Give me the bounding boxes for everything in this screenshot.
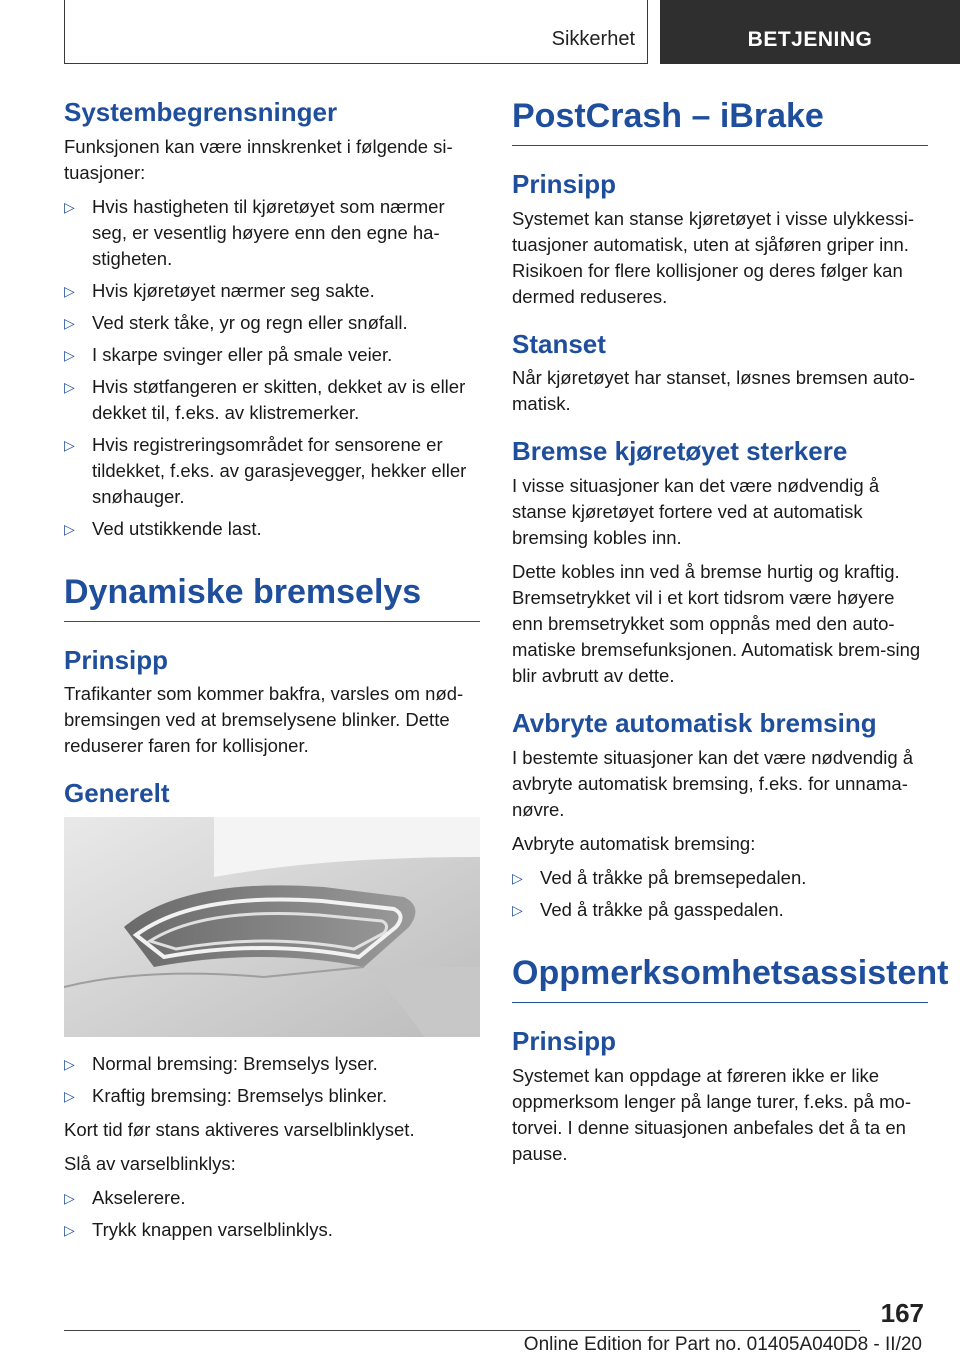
left-column <box>64 96 480 1251</box>
paragraph-avbryte-2: Avbryte automatisk bremsing: <box>512 832 756 854</box>
bullet-triangle-icon: ▷ <box>512 901 523 918</box>
heading-systembegrensninger: Systembegrensninger <box>64 97 338 127</box>
heading-oppmerksomhetsassistent: Oppmerksomhetsassistent <box>512 953 928 1003</box>
list-item: ▷ I skarpe svinger eller på smale veier. <box>64 342 480 368</box>
bullet-triangle-icon: ▷ <box>64 198 75 215</box>
list-item: ▷ Ved utstikkende last. <box>64 516 480 542</box>
heading-prinsipp: Prinsipp <box>512 168 617 199</box>
paragraph-sla-av: Slå av varselblinklys: <box>64 1153 236 1175</box>
paragraph-avbryte-1: I bestemte situasjoner kan det være nødvendig å avbryte automatisk bremsing, f.eks. for unnama-nøvre. <box>512 746 914 820</box>
list-generelt <box>64 1051 480 1109</box>
paragraph-oppmerksomhet: Systemet kan oppdage at føreren ikke er like oppmerksom lenger på lange turer, f.eks. på mo-torvei. I denne situasjonen anbefales det å ta en pause. <box>512 1064 911 1164</box>
paragraph-varselblinklys: Kort tid før stans aktiveres varselblinklyset. <box>64 1119 415 1141</box>
heading-bremse-sterkere: Bremse kjøretøyet sterkere <box>512 436 848 467</box>
list-item: ▷ Hvis støtfangeren er skitten, dekket av is eller dekket til, f.eks. av klistremerker. <box>64 375 466 423</box>
header-chapter-tab: BETJENING <box>660 0 960 64</box>
bullet-triangle-icon: ▷ <box>64 378 75 395</box>
heading-generelt: Generelt <box>64 778 170 809</box>
list-item: ▷ Ved sterk tåke, yr og regn eller snøfall. <box>64 310 480 336</box>
brake-light-illustration <box>64 817 480 1037</box>
bullet-triangle-icon: ▷ <box>512 869 523 886</box>
bullet-triangle-icon: ▷ <box>64 436 75 453</box>
list-sla-av <box>64 1185 480 1243</box>
list-item: ▷ Hvis kjøretøyet nærmer seg sakte. <box>64 278 480 304</box>
paragraph-prinsipp: Systemet kan stanse kjøretøyet i visse ulykkessi-tuasjoner automatisk, uten at sjåføren griper inn. Risikoen for flere kollisjoner og deres følger kan dermed reduseres. <box>512 207 914 307</box>
bullet-triangle-icon: ▷ <box>64 314 75 331</box>
footer-rule <box>64 1330 860 1331</box>
list-avbryte <box>512 865 928 923</box>
paragraph-bremse-2: Dette kobles inn ved å bremse hurtig og kraftig. Bremsetrykket vil i et kort tidsrom være høyere enn bremsetrykket som oppnås med den auto-matiske bremsefunksjonen. Automatisk brem-sing blir avbrutt av dette. <box>512 561 921 687</box>
heading-postcrash: PostCrash – iBrake <box>512 96 928 146</box>
header-section-title: Sikkerhet <box>551 28 635 50</box>
bullet-triangle-icon: ▷ <box>64 1088 75 1105</box>
paragraph-stanset: Når kjøretøyet har stanset, løsnes bremsen auto-matisk. <box>512 367 916 415</box>
heading-avbryte: Avbryte automatisk bremsing <box>512 708 877 739</box>
list-systembegrensninger <box>64 194 480 542</box>
right-column <box>512 96 949 1175</box>
heading-prinsipp: Prinsipp <box>64 644 169 675</box>
footer-edition: Online Edition for Part no. 01405A040D8 - II/20 <box>523 1334 922 1355</box>
bullet-triangle-icon: ▷ <box>64 1056 75 1073</box>
bullet-triangle-icon: ▷ <box>64 1222 75 1239</box>
list-item: ▷ Akselerere. <box>64 1185 480 1211</box>
paragraph-bremse-1: I visse situasjoner kan det være nødvendig å stanse kjøretøyet fortere ved at automatisk bremsing kobles inn. <box>512 475 880 549</box>
list-item: ▷ Normal bremsing: Bremselys lyser. <box>64 1051 480 1077</box>
header-frame <box>64 0 648 64</box>
list-item: ▷ Hvis registreringsområdet for sensorene er tildekket, f.eks. av garasjevegger, hekker eller snøhauger. <box>64 433 467 507</box>
bullet-triangle-icon: ▷ <box>64 1190 75 1207</box>
heading-stanset: Stanset <box>512 328 606 359</box>
list-item: ▷ Hvis hastigheten til kjøretøyet som nærmer seg, er vesentlig høyere enn den egne ha-stigheten. <box>64 195 445 269</box>
paragraph-prinsipp: Trafikanter som kommer bakfra, varsles om nød-bremsingen ved at bremselysene blinker. Dette reduserer faren for kollisjoner. <box>64 683 464 757</box>
bullet-triangle-icon: ▷ <box>64 346 75 363</box>
list-item: ▷ Kraftig bremsing: Bremselys blinker. <box>64 1083 480 1109</box>
list-item: ▷ Ved å tråkke på gasspedalen. <box>512 897 928 923</box>
list-item: ▷ Trykk knappen varselblinklys. <box>64 1217 480 1243</box>
page-number: 167 <box>880 1298 924 1328</box>
bullet-triangle-icon: ▷ <box>64 282 75 299</box>
bullet-triangle-icon: ▷ <box>64 520 75 537</box>
heading-prinsipp: Prinsipp <box>512 1025 617 1056</box>
list-item: ▷ Ved å tråkke på bremsepedalen. <box>512 865 928 891</box>
paragraph-systembegrensninger-intro: Funksjonen kan være innskrenket i følgende si-tuasjoner: <box>64 135 453 183</box>
heading-dynamiske-bremselys: Dynamiske bremselys <box>64 572 480 622</box>
